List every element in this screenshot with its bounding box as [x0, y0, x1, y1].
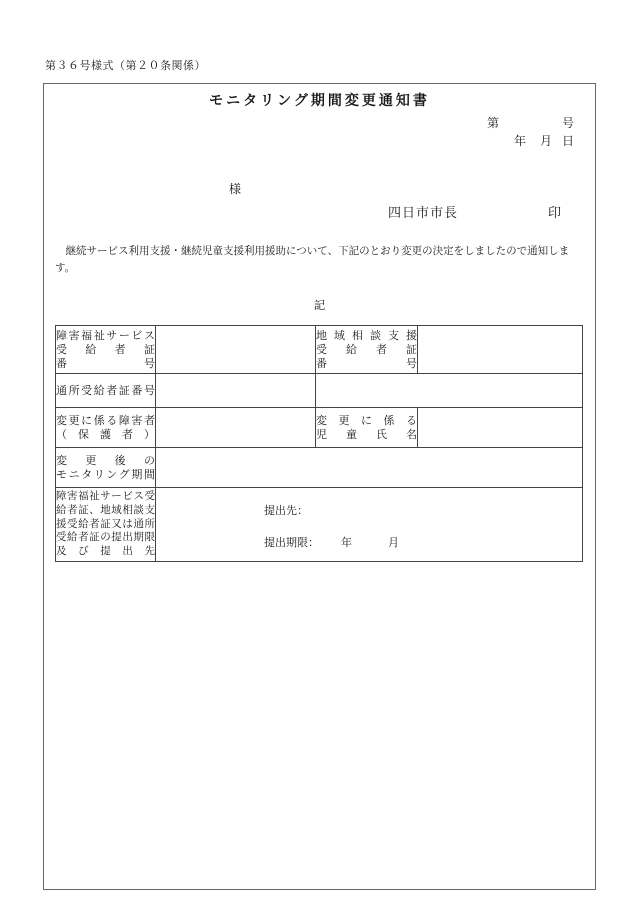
label-child-name-subject-to-change: 変 更 に 係 る 児 童 氏 名: [316, 408, 418, 448]
date-year-label: 年: [514, 134, 527, 148]
label-submission-deadline: 障害福祉サービス受 給者証、地域相談支 援受給者証又は通所 受給者証の提出期限 及び提出先: [56, 488, 156, 562]
doc-number-prefix: 第: [487, 116, 500, 130]
field-submission-deadline: [156, 488, 583, 562]
field-child-name-subject-to-change: [418, 408, 583, 448]
body-line-2: す。: [55, 262, 76, 274]
label-commuting-recipient-number: 通所受給者証番号: [56, 374, 156, 408]
doc-number-suffix: 号: [562, 116, 575, 130]
body-paragraph: [55, 243, 585, 277]
field-consultation-recipient-number: [418, 326, 583, 374]
submit-to-label: 提出先：: [264, 505, 308, 517]
deadline-label: 提出期限：: [264, 537, 319, 549]
label-person-subject-to-change: 変更に係る障害者 （ 保 護 者 ）: [56, 408, 156, 448]
document-title: モニタリング期間変更通知書: [209, 92, 430, 108]
field-service-recipient-number: [156, 326, 316, 374]
deadline-year-label: 年: [341, 537, 352, 549]
form-number: 第３６号様式（第２０条関係）: [45, 60, 206, 72]
label-monitoring-period-after-change: 変 更 後 の モニタリング期間: [56, 448, 156, 488]
date-month-label: 月: [540, 134, 553, 148]
deadline-month-label: 月: [388, 537, 399, 549]
field-person-subject-to-change: [156, 408, 316, 448]
issuer-name: 四日市市長: [388, 205, 459, 220]
field-commuting-recipient-number: [156, 374, 316, 408]
seal-mark: 印: [548, 205, 562, 220]
label-service-recipient-number: 障害福祉サービス 受 給 者 証 番 号: [56, 326, 156, 374]
field-monitoring-period-after-change: [156, 448, 583, 488]
label-consultation-recipient-number: 地 域 相 談 支 援 受 給 者 証 番 号: [316, 326, 418, 374]
notification-table: [55, 325, 583, 562]
section-marker: 記: [313, 300, 326, 312]
empty-cell-row2: [316, 374, 583, 408]
addressee-honorific: 様: [229, 182, 242, 196]
date-day-label: 日: [562, 134, 575, 148]
body-line-1: 継続サービス利用支援・継続児童支援利用援助について、下記のとおり変更の決定をしましたので通知しま: [55, 245, 570, 257]
